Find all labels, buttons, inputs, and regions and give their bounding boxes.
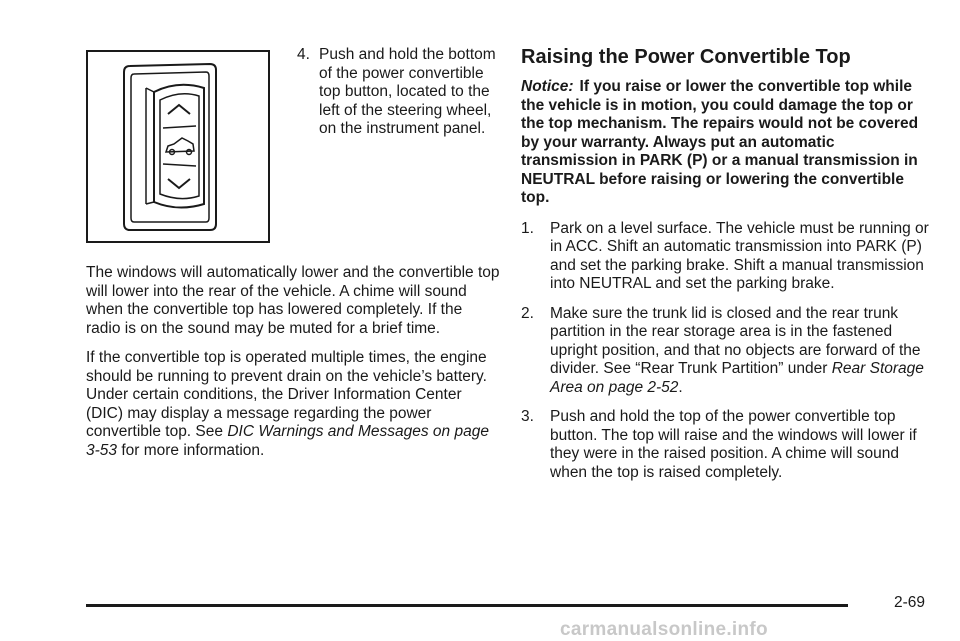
left-column xyxy=(86,264,500,471)
footer-rule xyxy=(86,604,848,607)
list-item xyxy=(521,305,931,398)
step-text: Push and hold the bottom of the power convertible top button, located to the left of the steering wheel, on the instrument panel. xyxy=(319,46,496,137)
paragraph-text: If the convertible top is operated multiple times, the engine should be running to prevent drain on the vehicle’s battery. Under certain conditions, the Driver Information Center (DIC) may display a message regarding the power convertible top. See xyxy=(86,349,487,440)
convertible-top-switch-icon xyxy=(88,52,268,241)
section-heading: Raising the Power Convertible Top xyxy=(521,46,851,68)
notice-label: Notice: xyxy=(521,78,574,95)
paragraph: The windows will automatically lower and the convertible top will lower into the rear of the vehicle. A chime will sound when the convertible top has lowered completely. If the radio is on the sound may be muted for a brief time. xyxy=(86,264,500,337)
list-item xyxy=(521,408,931,482)
convertible-top-switch-figure xyxy=(86,50,270,243)
steps-list xyxy=(521,220,931,483)
page-number: 2-69 xyxy=(894,594,926,611)
step-text: Park on a level surface. The vehicle must be running or in ACC. Shift an automatic transmission into PARK (P) and set the parking brake. Shift a manual transmission into NEUTRAL and set the parking brake. xyxy=(550,219,929,292)
step-text: Push and hold the top of the power convertible top button. The top will raise and the windows will lower if they were in the raised position. A chime will sound when the top is raised completely. xyxy=(550,408,917,481)
cross-reference-link: Rear Storage Area on page 2-52 xyxy=(550,360,924,396)
paragraph xyxy=(86,349,500,460)
step-number: 4. xyxy=(297,46,310,63)
list-item xyxy=(521,220,931,294)
notice-text: If you raise or lower the convertible top while the vehicle is in motion, you could damage the top or the top mechanism. The repairs would not be covered by your warranty. Always put an automatic transmission in PARK (P) or a manual transmission in NEUTRAL before raising or lowering the convertible top. xyxy=(521,78,919,206)
step-text-part: Make sure the trunk lid is closed and the rear trunk partition in the rear storage area is in the fastened upright position, and that no objects are forward of the divider. See “Rear Trunk Partition” under xyxy=(550,304,921,377)
paragraph-text: for more information. xyxy=(117,441,265,459)
step-text xyxy=(521,305,931,398)
step-number: 1. xyxy=(521,219,534,237)
step-number: 2. xyxy=(521,304,534,322)
notice xyxy=(521,78,931,208)
right-column xyxy=(521,44,931,493)
watermark: carmanualsonline.info xyxy=(560,619,768,640)
step-text-part: . xyxy=(678,378,683,396)
step-4 xyxy=(297,46,497,139)
cross-reference-link: DIC Warnings and Messages on page 3-53 xyxy=(86,423,489,459)
step-number: 3. xyxy=(521,408,534,425)
